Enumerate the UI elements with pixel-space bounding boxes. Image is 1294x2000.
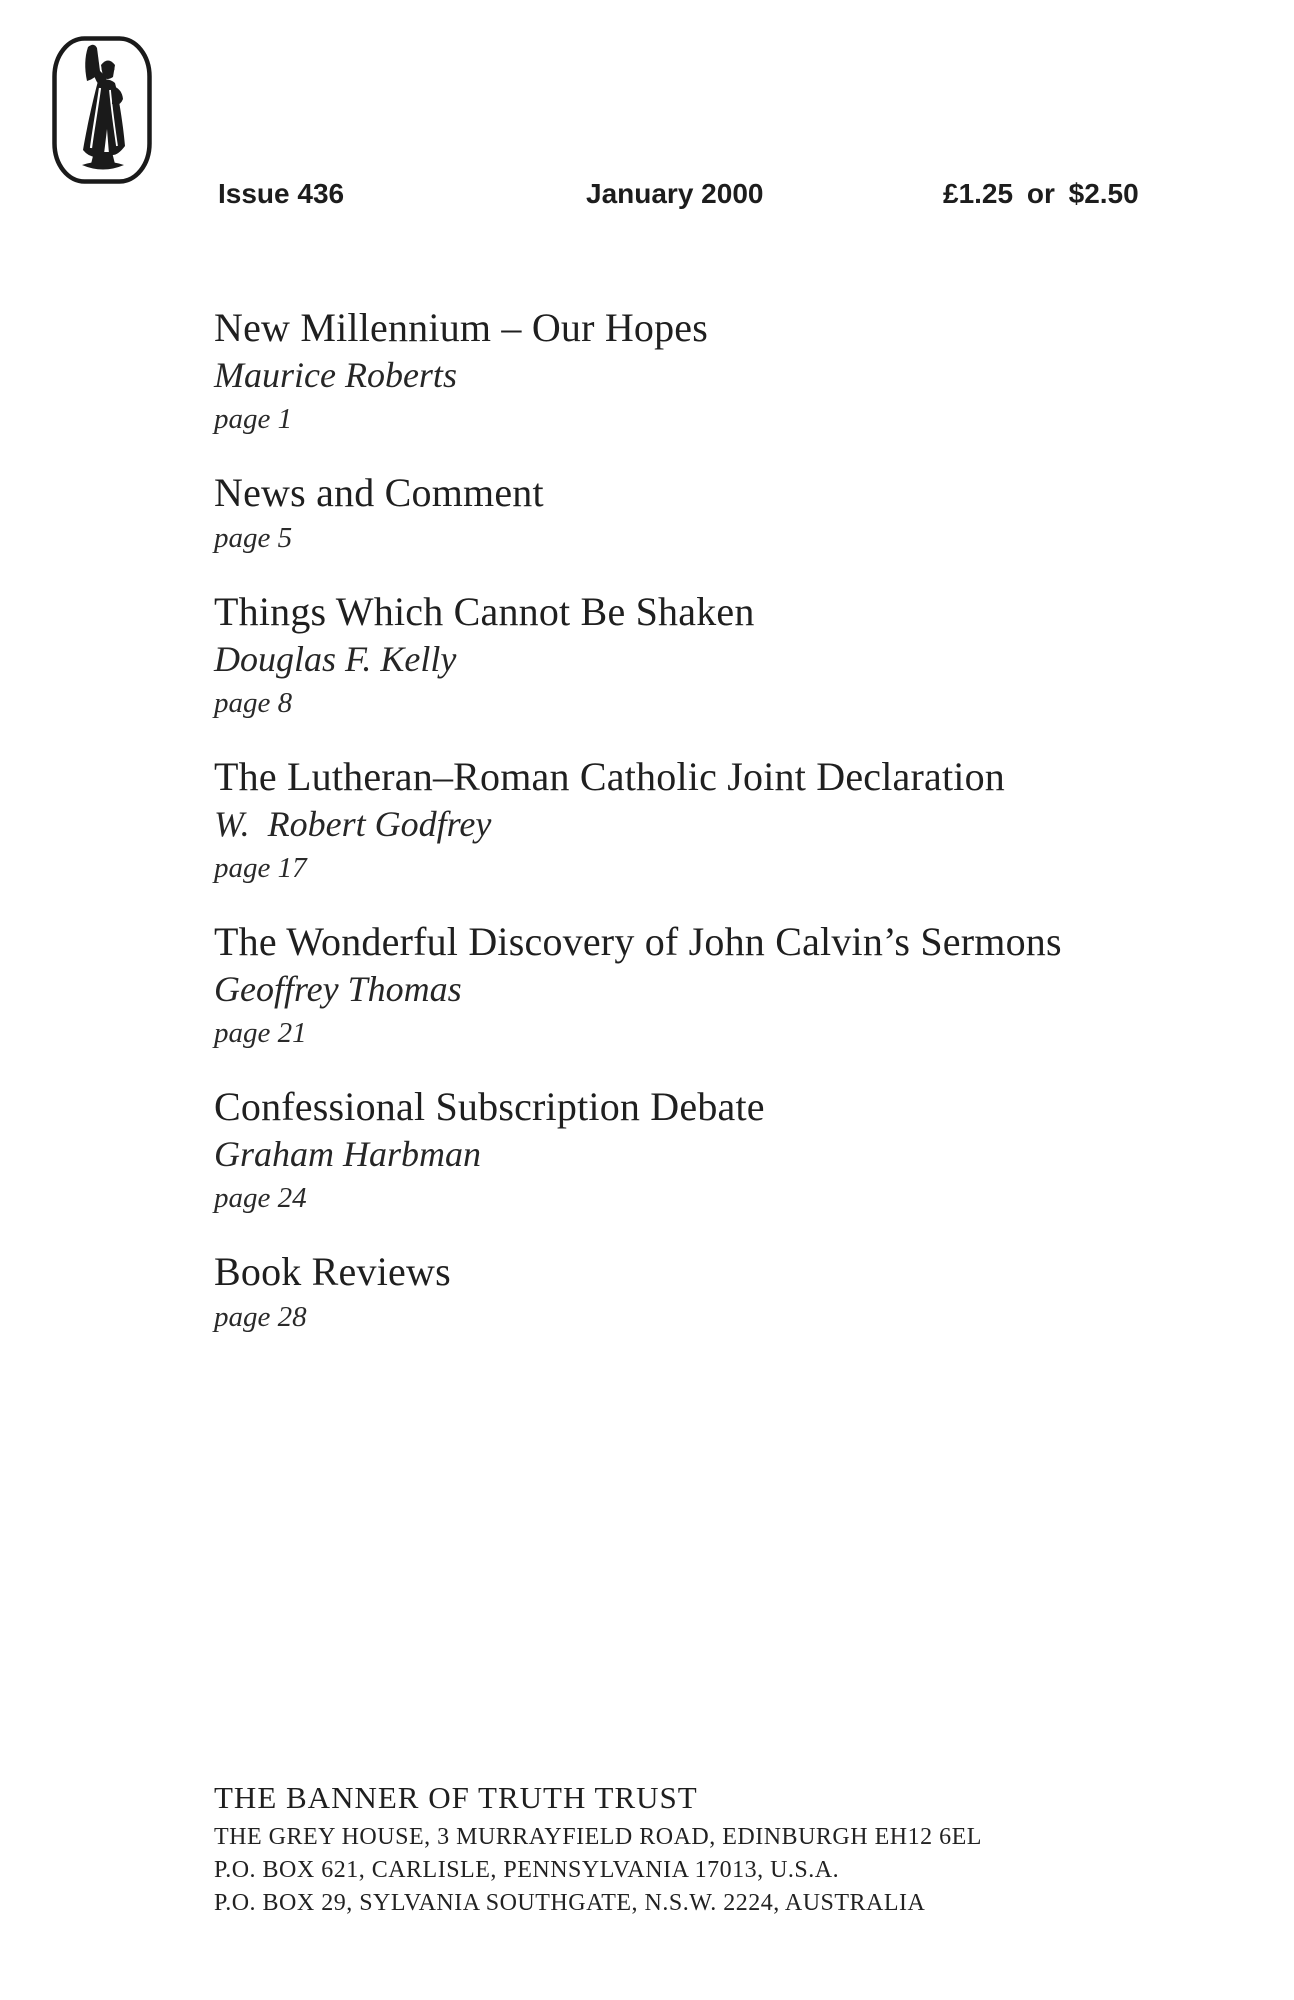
address-australia: P.O. BOX 29, SYLVANIA SOUTHGATE, N.S.W. 2224, AUSTRALIA <box>214 1890 926 1916</box>
publisher-name: THE BANNER OF TRUTH TRUST <box>214 1780 698 1815</box>
issue-number: Issue 436 <box>218 178 345 209</box>
article-page: page 21 <box>214 1017 307 1049</box>
article-page: page 17 <box>214 852 307 884</box>
article-page: page 24 <box>214 1182 307 1214</box>
issue-header <box>0 176 1294 212</box>
address-uk: THE GREY HOUSE, 3 MURRAYFIELD ROAD, EDINBURGH EH12 6EL <box>214 1824 982 1850</box>
article-title: Things Which Cannot Be Shaken <box>214 589 755 634</box>
address-usa: P.O. BOX 621, CARLISLE, PENNSYLVANIA 17013, U.S.A. <box>214 1857 840 1883</box>
banner-of-truth-logo <box>50 34 154 186</box>
article-title: Confessional Subscription Debate <box>214 1084 765 1129</box>
article-author: Maurice Roberts <box>214 355 457 395</box>
toc-entry <box>214 753 1244 889</box>
toc-entry <box>214 1248 1244 1338</box>
article-author: Douglas F. Kelly <box>214 639 457 679</box>
article-author: Geoffrey Thomas <box>214 969 462 1009</box>
toc-entry <box>214 918 1244 1054</box>
article-title: The Wonderful Discovery of John Calvin’s Sermons <box>214 919 1062 964</box>
issue-price: £1.25 or $2.50 <box>943 178 1139 209</box>
issue-date: January 2000 <box>586 178 764 209</box>
article-title: Book Reviews <box>214 1249 451 1294</box>
article-page: page 1 <box>214 403 293 435</box>
article-author: Graham Harbman <box>214 1134 482 1174</box>
article-title: New Millennium – Our Hopes <box>214 305 709 350</box>
article-page: page 8 <box>214 687 293 719</box>
toc-entry <box>214 304 1244 440</box>
toc-entry <box>214 469 1244 559</box>
article-title: The Lutheran–Roman Catholic Joint Declaration <box>214 754 1005 799</box>
article-page: page 5 <box>214 522 293 554</box>
table-of-contents <box>214 304 1244 1367</box>
toc-entry <box>214 588 1244 724</box>
publisher-info <box>214 1778 1214 1920</box>
standard-bearer-icon <box>50 34 154 186</box>
article-author: W. Robert Godfrey <box>214 804 492 844</box>
toc-entry <box>214 1083 1244 1219</box>
article-title: News and Comment <box>214 470 544 515</box>
article-page: page 28 <box>214 1301 307 1333</box>
